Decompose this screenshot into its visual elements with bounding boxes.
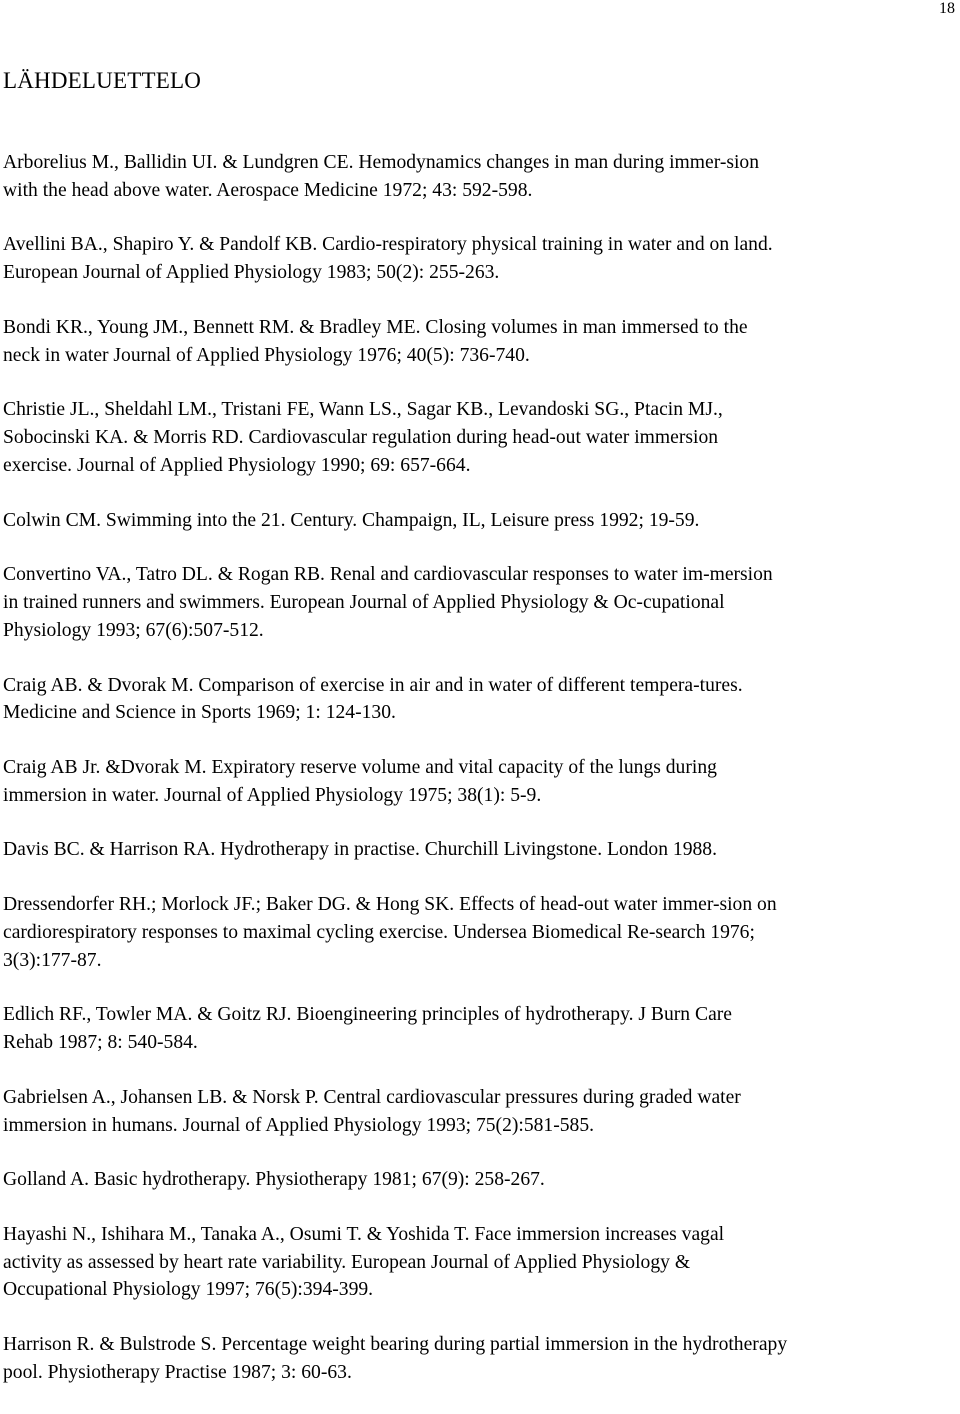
reference-entry: [3, 1331, 953, 1386]
reference-entry: [3, 891, 953, 974]
reference-line: Medicine and Science in Sports 1969; 1: 124-130.: [3, 702, 396, 724]
reference-entry: [3, 1001, 953, 1056]
reference-line: cardiorespiratory responses to maximal cycling exercise. Undersea Biomedical Re-search 1976;: [3, 921, 755, 943]
reference-entry: [3, 836, 953, 864]
reference-entry: [3, 1221, 953, 1304]
reference-entry: [3, 231, 953, 286]
reference-line: Convertino VA., Tatro DL. & Rogan RB. Renal and cardiovascular responses to water im-mersion: [3, 564, 773, 586]
reference-line: immersion in humans. Journal of Applied Physiology 1993; 75(2):581-585.: [3, 1114, 595, 1136]
reference-line: Colwin CM. Swimming into the 21. Century. Champaign, IL, Leisure press 1992; 19-59.: [3, 509, 700, 531]
page-number: 18: [939, 0, 955, 17]
reference-line: European Journal of Applied Physiology 1983; 50(2): 255-263.: [3, 262, 500, 284]
reference-line: Physiology 1993; 67(6):507-512.: [3, 619, 264, 641]
reference-line: Craig AB. & Dvorak M. Comparison of exercise in air and in water of different tempera-tures.: [3, 674, 743, 696]
reference-line: Rehab 1987; 8: 540-584.: [3, 1032, 198, 1054]
reference-entry: [3, 149, 953, 204]
reference-line: Bondi KR., Young JM., Bennett RM. & Bradley ME. Closing volumes in man immersed to the: [3, 316, 748, 338]
reference-line: activity as assessed by heart rate variability. European Journal of Applied Physiology &: [3, 1251, 691, 1273]
reference-line: immersion in water. Journal of Applied Physiology 1975; 38(1): 5-9.: [3, 784, 542, 806]
reference-line: neck in water Journal of Applied Physiology 1976; 40(5): 736-740.: [3, 344, 530, 366]
reference-line: with the head above water. Aerospace Medicine 1972; 43: 592-598.: [3, 179, 533, 201]
reference-line: Arborelius M., Ballidin UI. & Lundgren CE. Hemodynamics changes in man during immer-sion: [3, 152, 760, 173]
reference-entry: [3, 754, 953, 809]
reference-line: Avellini BA., Shapiro Y. & Pandolf KB. Cardio-respiratory physical training in water and on land.: [3, 234, 773, 256]
reference-line: 3(3):177-87.: [3, 949, 102, 971]
reference-line: Gabrielsen A., Johansen LB. & Norsk P. Central cardiovascular pressures during graded water: [3, 1086, 741, 1108]
reference-line: pool. Physiotherapy Practise 1987; 3: 60-63.: [3, 1361, 352, 1383]
reference-entry: [3, 1084, 953, 1139]
reference-entry: [3, 507, 953, 535]
reference-line: Christie JL., Sheldahl LM., Tristani FE, Wann LS., Sagar KB., Levandoski SG., Ptacin MJ.,: [3, 399, 723, 421]
reference-list: [3, 149, 953, 1414]
reference-entry: [3, 1166, 953, 1194]
reference-line: Harrison R. & Bulstrode S. Percentage weight bearing during partial immersion in the hydrotherapy: [3, 1334, 788, 1356]
page-title: LÄHDELUETTELO: [3, 68, 202, 93]
reference-line: Sobocinski KA. & Morris RD. Cardiovascular regulation during head-out water immersion: [3, 427, 719, 449]
reference-line: Davis BC. & Harrison RA. Hydrotherapy in practise. Churchill Livingstone. London 1988.: [3, 839, 717, 861]
reference-entry: [3, 561, 953, 644]
reference-entry: [3, 396, 953, 479]
reference-entry: [3, 314, 953, 369]
reference-line: Craig AB Jr. &Dvorak M. Expiratory reserve volume and vital capacity of the lungs during: [3, 756, 717, 778]
reference-line: Edlich RF., Towler MA. & Goitz RJ. Bioengineering principles of hydrotherapy. J Burn Care: [3, 1004, 732, 1026]
reference-line: in trained runners and swimmers. European Journal of Applied Physiology & Oc-cupational: [3, 592, 725, 614]
reference-line: Dressendorfer RH.; Morlock JF.; Baker DG. & Hong SK. Effects of head-out water immer-sion on: [3, 894, 777, 916]
reference-line: Hayashi N., Ishihara M., Tanaka A., Osumi T. & Yoshida T. Face immersion increases vagal: [3, 1224, 725, 1246]
reference-entry: [3, 672, 953, 727]
reference-line: Occupational Physiology 1997; 76(5):394-399.: [3, 1279, 374, 1301]
reference-line: Golland A. Basic hydrotherapy. Physiotherapy 1981; 67(9): 258-267.: [3, 1169, 545, 1191]
reference-line: exercise. Journal of Applied Physiology 1990; 69: 657-664.: [3, 454, 471, 476]
